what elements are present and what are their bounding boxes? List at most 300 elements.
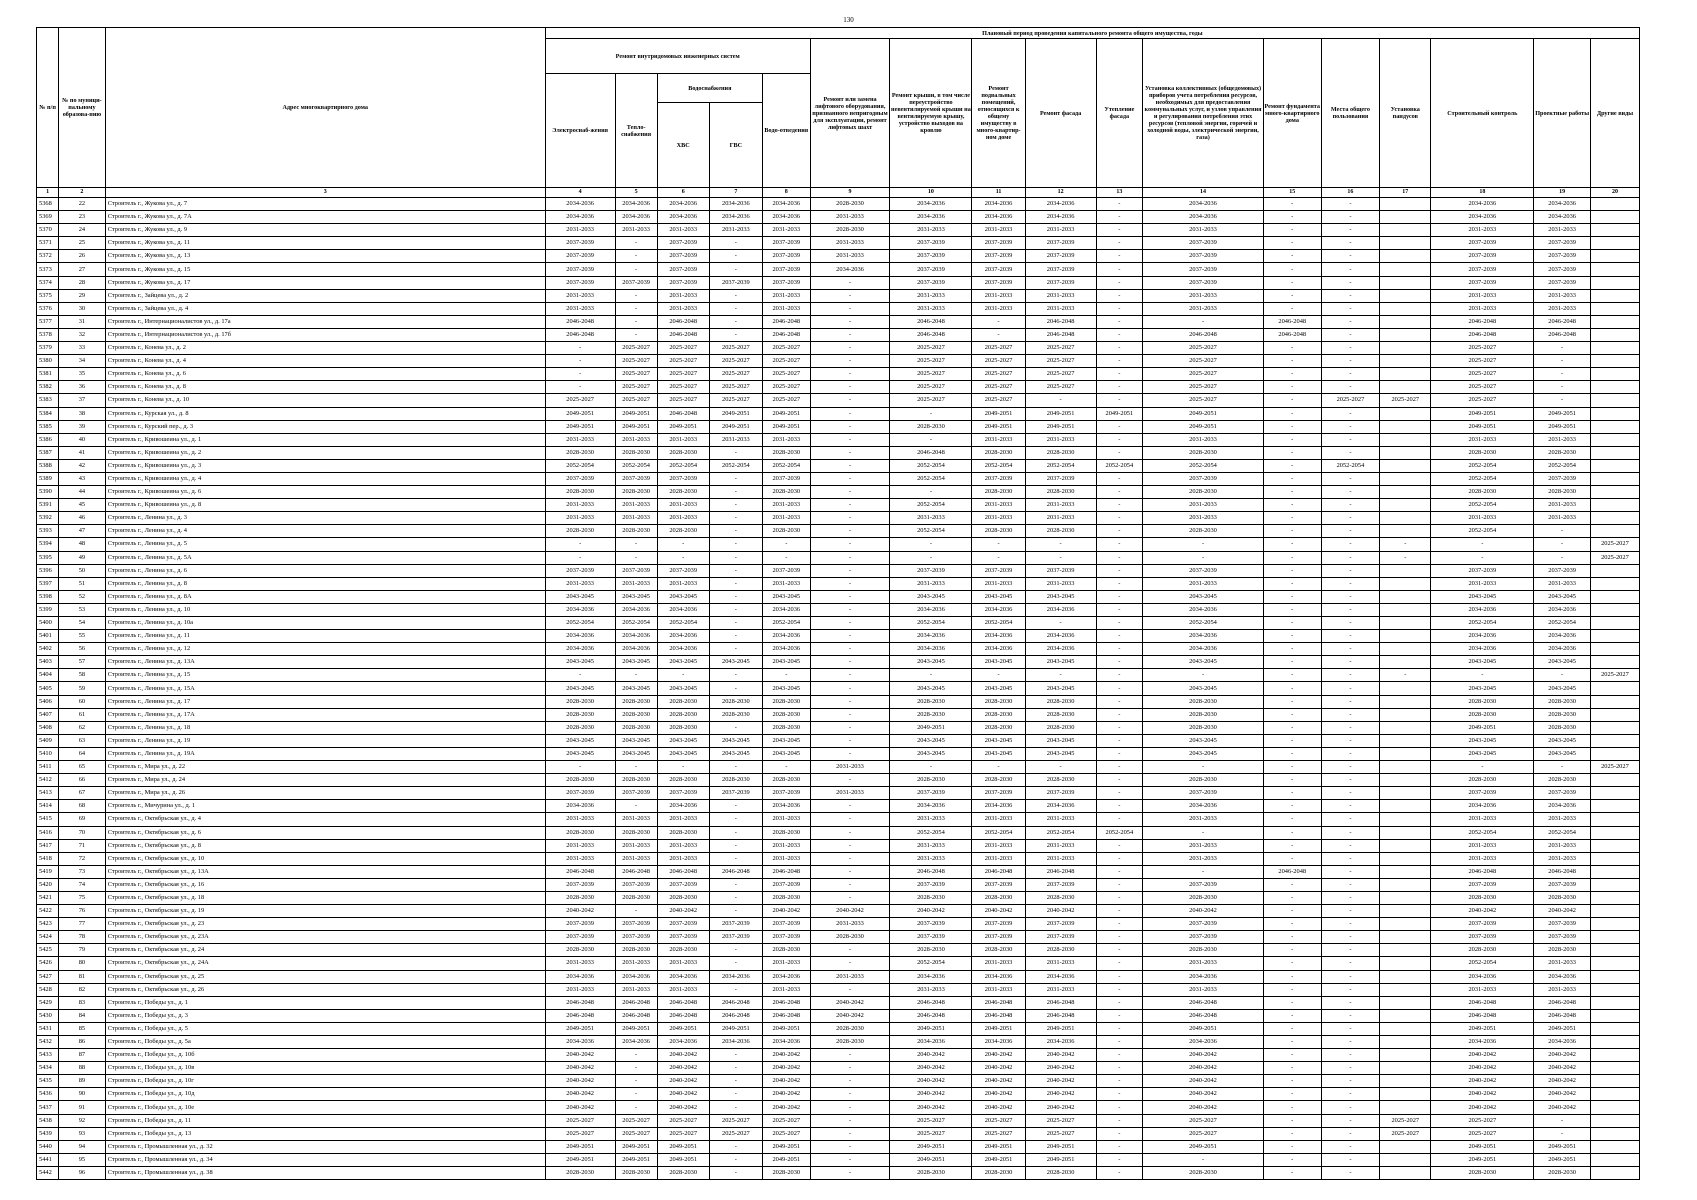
period-cell: [1590, 839, 1639, 852]
period-cell: -: [810, 734, 890, 747]
period-cell: -: [1096, 1075, 1143, 1088]
col-12-header: Ремонт фасада: [1025, 39, 1096, 188]
row-number: 5398: [37, 590, 59, 603]
period-cell: -: [1321, 433, 1380, 446]
row-number: 5421: [37, 891, 59, 904]
period-cell: 2037-2039: [615, 931, 657, 944]
period-cell: 2046-2048: [890, 328, 972, 341]
period-cell: 2028-2030: [545, 446, 615, 459]
period-cell: -: [615, 1062, 657, 1075]
table-row: [37, 603, 1640, 616]
period-cell: 2037-2039: [762, 250, 810, 263]
period-cell: 2049-2051: [972, 420, 1025, 433]
period-cell: -: [890, 433, 972, 446]
period-cell: 2052-2054: [890, 499, 972, 512]
address-cell: Строитель г., Кривошеина ул., д. 1: [105, 433, 545, 446]
period-cell: -: [1096, 787, 1143, 800]
table-row: [37, 996, 1640, 1009]
period-cell: 2031-2033: [1534, 512, 1591, 525]
period-cell: -: [1321, 630, 1380, 643]
table-row: [37, 734, 1640, 747]
period-cell: 2031-2033: [972, 813, 1025, 826]
row-number: 5387: [37, 446, 59, 459]
period-cell: -: [810, 302, 890, 315]
col-13-header: Утепление фасада: [1096, 39, 1143, 188]
period-cell: [1380, 250, 1431, 263]
period-cell: 2037-2039: [1025, 564, 1096, 577]
period-cell: -: [1096, 878, 1143, 891]
period-cell: 2043-2045: [657, 734, 709, 747]
period-cell: 2031-2033: [545, 852, 615, 865]
period-cell: 2028-2030: [1431, 774, 1534, 787]
row-number: 5385: [37, 420, 59, 433]
period-cell: -: [709, 250, 762, 263]
table-row: [37, 617, 1640, 630]
period-cell: 2046-2048: [709, 1009, 762, 1022]
period-cell: 2031-2033: [1025, 224, 1096, 237]
period-cell: 2037-2039: [709, 276, 762, 289]
period-cell: -: [810, 486, 890, 499]
period-cell: 2031-2033: [1143, 813, 1264, 826]
period-cell: -: [1263, 695, 1321, 708]
period-cell: -: [810, 355, 890, 368]
period-cell: -: [709, 852, 762, 865]
period-cell: 2040-2042: [972, 905, 1025, 918]
period-cell: -: [709, 617, 762, 630]
address-cell: Строитель г., Промышленная ул., д. 32: [105, 1140, 545, 1153]
period-cell: -: [545, 342, 615, 355]
period-cell: 2025-2027: [709, 381, 762, 394]
page-number: 130: [843, 16, 854, 24]
period-cell: 2031-2033: [972, 289, 1025, 302]
period-cell: 2052-2054: [890, 957, 972, 970]
period-cell: -: [1096, 918, 1143, 931]
period-cell: -: [1263, 747, 1321, 760]
period-cell: 2046-2048: [890, 315, 972, 328]
period-cell: 2034-2036: [1534, 800, 1591, 813]
period-cell: [1380, 381, 1431, 394]
period-cell: 2031-2033: [972, 302, 1025, 315]
period-cell: -: [615, 800, 657, 813]
municipal-number: 56: [59, 643, 106, 656]
period-cell: -: [1321, 420, 1380, 433]
period-cell: -: [1143, 551, 1264, 564]
table-row: [37, 486, 1640, 499]
period-cell: 2046-2048: [1534, 1009, 1591, 1022]
period-cell: [1590, 1062, 1639, 1075]
period-cell: 2049-2051: [1534, 1153, 1591, 1166]
period-cell: 2052-2054: [545, 459, 615, 472]
period-cell: -: [1096, 211, 1143, 224]
address-cell: Строитель г., Ленина ул., д. 15А: [105, 682, 545, 695]
period-cell: [1590, 918, 1639, 931]
period-cell: 2037-2039: [1534, 787, 1591, 800]
period-cell: 2034-2036: [762, 211, 810, 224]
address-cell: Строитель г., Октябрьская ул., д. 23: [105, 918, 545, 931]
period-cell: 2037-2039: [972, 564, 1025, 577]
period-cell: -: [1263, 643, 1321, 656]
period-cell: 2031-2033: [615, 813, 657, 826]
period-cell: 2046-2048: [1263, 328, 1321, 341]
address-cell: Строитель г., Октябрьская ул., д. 13А: [105, 865, 545, 878]
period-cell: 2028-2030: [762, 525, 810, 538]
period-cell: 2046-2048: [657, 328, 709, 341]
period-cell: 2028-2030: [810, 1036, 890, 1049]
period-cell: -: [1263, 433, 1321, 446]
period-cell: 2028-2030: [1431, 486, 1534, 499]
period-cell: -: [615, 761, 657, 774]
table-row: [37, 918, 1640, 931]
address-cell: Строитель г., Мира ул., д. 24: [105, 774, 545, 787]
period-cell: -: [709, 630, 762, 643]
address-cell: Строитель г., Ленина ул., д. 4: [105, 525, 545, 538]
period-cell: -: [1321, 1022, 1380, 1035]
period-cell: -: [1263, 734, 1321, 747]
period-cell: 2034-2036: [1025, 800, 1096, 813]
period-cell: 2031-2033: [545, 983, 615, 996]
col-17-header: Установка пандусов: [1380, 39, 1431, 188]
period-cell: 2037-2039: [615, 918, 657, 931]
period-cell: -: [810, 1075, 890, 1088]
period-cell: 2037-2039: [1431, 276, 1534, 289]
period-cell: -: [810, 328, 890, 341]
period-cell: 2037-2039: [615, 564, 657, 577]
period-cell: 2031-2033: [615, 224, 657, 237]
period-cell: 2049-2051: [1431, 721, 1534, 734]
column-number: 6: [657, 188, 709, 198]
period-cell: 2025-2027: [972, 368, 1025, 381]
period-cell: 2046-2048: [657, 996, 709, 1009]
period-cell: [1380, 328, 1431, 341]
municipal-number: 30: [59, 302, 106, 315]
period-cell: 2034-2036: [1431, 643, 1534, 656]
period-cell: 2043-2045: [615, 747, 657, 760]
col-14-header: Установка коллективных (общедомовых) приборов учета потребления ресурсов, необходимых для предоставления коммунальных услуг, и узлов управления и регулирования потребления этих ресурсов (тепловой энергии, горячей и холодной воды, электрической энергии, газа): [1143, 39, 1264, 188]
period-cell: 2046-2048: [1534, 315, 1591, 328]
address-cell: Строитель г., Промышленная ул., д. 38: [105, 1166, 545, 1179]
period-cell: [1590, 211, 1639, 224]
period-cell: 2040-2042: [657, 1062, 709, 1075]
row-number: 5414: [37, 800, 59, 813]
address-cell: Строитель г., Жукова ул., д. 7: [105, 198, 545, 211]
period-cell: -: [1321, 328, 1380, 341]
period-cell: -: [1263, 211, 1321, 224]
period-cell: [1380, 996, 1431, 1009]
period-cell: -: [1096, 564, 1143, 577]
period-cell: 2025-2027: [615, 368, 657, 381]
period-cell: [1590, 682, 1639, 695]
period-cell: 2028-2030: [1025, 525, 1096, 538]
period-cell: -: [1534, 538, 1591, 551]
period-cell: 2043-2045: [1143, 734, 1264, 747]
period-cell: 2025-2027: [709, 394, 762, 407]
period-cell: 2028-2030: [709, 695, 762, 708]
period-cell: -: [1025, 761, 1096, 774]
period-cell: -: [1321, 852, 1380, 865]
period-cell: -: [810, 446, 890, 459]
period-cell: 2037-2039: [972, 787, 1025, 800]
row-number: 5424: [37, 931, 59, 944]
period-cell: [1380, 787, 1431, 800]
period-cell: -: [1321, 342, 1380, 355]
period-cell: 2046-2048: [1143, 996, 1264, 1009]
planned-period-header: Плановый период проведения капитального ремонта общего имущества, годы: [545, 28, 1639, 39]
table-row: [37, 852, 1640, 865]
period-cell: -: [709, 1088, 762, 1101]
period-cell: 2052-2054: [890, 617, 972, 630]
period-cell: 2052-2054: [1534, 617, 1591, 630]
row-number: 5373: [37, 263, 59, 276]
period-cell: -: [1263, 630, 1321, 643]
row-number: 5404: [37, 669, 59, 682]
col-6-header: ХВС: [657, 103, 709, 188]
period-cell: 2028-2030: [810, 1022, 890, 1035]
period-cell: 2028-2030: [657, 446, 709, 459]
period-cell: [1590, 237, 1639, 250]
period-cell: 2031-2033: [545, 957, 615, 970]
period-cell: [1380, 564, 1431, 577]
period-cell: 2028-2030: [615, 944, 657, 957]
row-number: 5415: [37, 813, 59, 826]
column-number: 18: [1431, 188, 1534, 198]
address-cell: Строитель г., Ленина ул., д. 8А: [105, 590, 545, 603]
period-cell: 2031-2033: [972, 512, 1025, 525]
period-cell: 2028-2030: [762, 708, 810, 721]
period-cell: -: [615, 328, 657, 341]
period-cell: 2028-2030: [972, 891, 1025, 904]
table-row: [37, 224, 1640, 237]
period-cell: 2037-2039: [972, 918, 1025, 931]
period-cell: [1380, 224, 1431, 237]
period-cell: [1380, 839, 1431, 852]
table-row: [37, 839, 1640, 852]
period-cell: 2037-2039: [762, 878, 810, 891]
municipal-number: 62: [59, 721, 106, 734]
period-cell: 2031-2033: [890, 577, 972, 590]
table-row: [37, 708, 1640, 721]
period-cell: 2025-2027: [1380, 394, 1431, 407]
municipal-number: 48: [59, 538, 106, 551]
period-cell: 2031-2033: [1534, 813, 1591, 826]
period-cell: -: [1263, 538, 1321, 551]
period-cell: 2046-2048: [1431, 1009, 1534, 1022]
address-cell: Строитель г., Победы ул., д. 1: [105, 996, 545, 1009]
period-cell: -: [1321, 813, 1380, 826]
period-cell: [1380, 577, 1431, 590]
period-cell: -: [709, 512, 762, 525]
period-cell: [1590, 342, 1639, 355]
period-cell: 2037-2039: [1534, 878, 1591, 891]
period-cell: 2037-2039: [972, 931, 1025, 944]
period-cell: 2037-2039: [890, 918, 972, 931]
period-cell: -: [1263, 1114, 1321, 1127]
period-cell: 2043-2045: [890, 682, 972, 695]
period-cell: 2034-2036: [890, 630, 972, 643]
period-cell: 2034-2036: [657, 970, 709, 983]
period-cell: 2040-2042: [972, 1088, 1025, 1101]
period-cell: -: [810, 721, 890, 734]
period-cell: 2025-2027: [1143, 1114, 1264, 1127]
address-cell: Строитель г., Жукова ул., д. 9: [105, 224, 545, 237]
period-cell: -: [1096, 931, 1143, 944]
period-cell: [1380, 931, 1431, 944]
period-cell: 2034-2036: [1431, 800, 1534, 813]
table-row: [37, 512, 1640, 525]
period-cell: 2040-2042: [762, 905, 810, 918]
row-number: 5426: [37, 957, 59, 970]
period-cell: 2028-2030: [615, 826, 657, 839]
period-cell: 2037-2039: [1025, 276, 1096, 289]
period-cell: 2028-2030: [657, 1166, 709, 1179]
column-number: 13: [1096, 188, 1143, 198]
period-cell: 2037-2039: [890, 263, 972, 276]
period-cell: [1590, 315, 1639, 328]
period-cell: -: [709, 590, 762, 603]
period-cell: -: [545, 538, 615, 551]
municipal-number: 93: [59, 1127, 106, 1140]
row-number: 5393: [37, 525, 59, 538]
period-cell: 2028-2030: [1025, 695, 1096, 708]
period-cell: 2025-2027: [1143, 342, 1264, 355]
period-cell: 2040-2042: [972, 1062, 1025, 1075]
row-number: 5418: [37, 852, 59, 865]
period-cell: 2040-2042: [1143, 1088, 1264, 1101]
municipal-number: 80: [59, 957, 106, 970]
period-cell: [1380, 603, 1431, 616]
municipal-number: 36: [59, 381, 106, 394]
address-cell: Строитель г., Ленина ул., д. 11: [105, 630, 545, 643]
period-cell: -: [1534, 394, 1591, 407]
period-cell: 2031-2033: [615, 499, 657, 512]
period-cell: 2025-2027: [615, 1127, 657, 1140]
period-cell: 2046-2048: [1431, 315, 1534, 328]
period-cell: 2028-2030: [1431, 695, 1534, 708]
table-row: [37, 315, 1640, 328]
period-cell: [1590, 800, 1639, 813]
period-cell: 2040-2042: [545, 1101, 615, 1114]
period-cell: -: [810, 315, 890, 328]
row-number: 5390: [37, 486, 59, 499]
period-cell: [1590, 957, 1639, 970]
period-cell: -: [1096, 721, 1143, 734]
period-cell: -: [890, 486, 972, 499]
period-cell: -: [1143, 315, 1264, 328]
period-cell: -: [1096, 643, 1143, 656]
period-cell: 2028-2030: [657, 525, 709, 538]
row-number: 5371: [37, 237, 59, 250]
municipal-number: 52: [59, 590, 106, 603]
period-cell: 2043-2045: [890, 590, 972, 603]
table-row: [37, 407, 1640, 420]
period-cell: 2028-2030: [1025, 721, 1096, 734]
period-cell: 2052-2054: [890, 472, 972, 485]
period-cell: 2037-2039: [545, 472, 615, 485]
period-cell: [1590, 486, 1639, 499]
period-cell: 2040-2042: [1025, 905, 1096, 918]
table-row: [37, 525, 1640, 538]
period-cell: 2034-2036: [972, 970, 1025, 983]
period-cell: -: [1096, 865, 1143, 878]
municipal-number: 40: [59, 433, 106, 446]
period-cell: 2031-2033: [1025, 957, 1096, 970]
period-cell: 2031-2033: [545, 813, 615, 826]
period-cell: 2031-2033: [1431, 512, 1534, 525]
period-cell: 2034-2036: [709, 198, 762, 211]
period-cell: -: [615, 1075, 657, 1088]
period-cell: 2031-2033: [615, 957, 657, 970]
period-cell: 2028-2030: [810, 931, 890, 944]
period-cell: -: [1096, 525, 1143, 538]
period-cell: [1590, 617, 1639, 630]
municipal-number: 25: [59, 237, 106, 250]
address-cell: Строитель г., Ленина ул., д. 3: [105, 512, 545, 525]
period-cell: 2034-2036: [972, 603, 1025, 616]
period-cell: 2028-2030: [1143, 891, 1264, 904]
period-cell: 2025-2027: [615, 381, 657, 394]
period-cell: -: [1321, 839, 1380, 852]
period-cell: -: [1143, 865, 1264, 878]
period-cell: -: [1321, 1140, 1380, 1153]
period-cell: 2046-2048: [709, 996, 762, 1009]
address-cell: Строитель г., Мира ул., д. 22: [105, 761, 545, 774]
period-cell: -: [709, 826, 762, 839]
period-cell: -: [709, 577, 762, 590]
period-cell: -: [1321, 407, 1380, 420]
column-number: 2: [59, 188, 106, 198]
period-cell: 2028-2030: [709, 774, 762, 787]
period-cell: 2037-2039: [1143, 250, 1264, 263]
period-cell: -: [709, 813, 762, 826]
row-number: 5388: [37, 459, 59, 472]
period-cell: 2034-2036: [657, 211, 709, 224]
municipal-number: 38: [59, 407, 106, 420]
period-cell: -: [1263, 1009, 1321, 1022]
period-cell: 2049-2051: [1431, 407, 1534, 420]
address-cell: Строитель г., Победы ул., д. 3: [105, 1009, 545, 1022]
municipal-number: 60: [59, 695, 106, 708]
period-cell: -: [1321, 538, 1380, 551]
period-cell: 2040-2042: [890, 1062, 972, 1075]
period-cell: -: [1096, 302, 1143, 315]
period-cell: -: [1096, 499, 1143, 512]
period-cell: 2034-2036: [545, 211, 615, 224]
row-number: 5378: [37, 328, 59, 341]
address-cell: Строитель г., Ленина ул., д. 18: [105, 721, 545, 734]
table-row: [37, 747, 1640, 760]
period-cell: 2028-2030: [1143, 695, 1264, 708]
period-cell: -: [972, 315, 1025, 328]
period-cell: 2034-2036: [1143, 603, 1264, 616]
period-cell: [1590, 970, 1639, 983]
address-cell: Строитель г., Жукова ул., д. 11: [105, 237, 545, 250]
period-cell: 2043-2045: [972, 590, 1025, 603]
period-cell: 2043-2045: [890, 747, 972, 760]
period-cell: 2049-2051: [657, 420, 709, 433]
period-cell: 2034-2036: [972, 800, 1025, 813]
period-cell: 2028-2030: [1534, 486, 1591, 499]
period-cell: -: [1096, 577, 1143, 590]
row-number: 5437: [37, 1101, 59, 1114]
col-19-header: Проектные работы: [1534, 39, 1591, 188]
period-cell: 2052-2054: [1143, 459, 1264, 472]
period-cell: -: [1534, 1114, 1591, 1127]
row-number: 5411: [37, 761, 59, 774]
capital-repair-table: [36, 27, 1640, 1180]
period-cell: 2028-2030: [890, 708, 972, 721]
period-cell: 2031-2033: [1025, 839, 1096, 852]
municipal-number: 78: [59, 931, 106, 944]
period-cell: 2031-2033: [1025, 813, 1096, 826]
